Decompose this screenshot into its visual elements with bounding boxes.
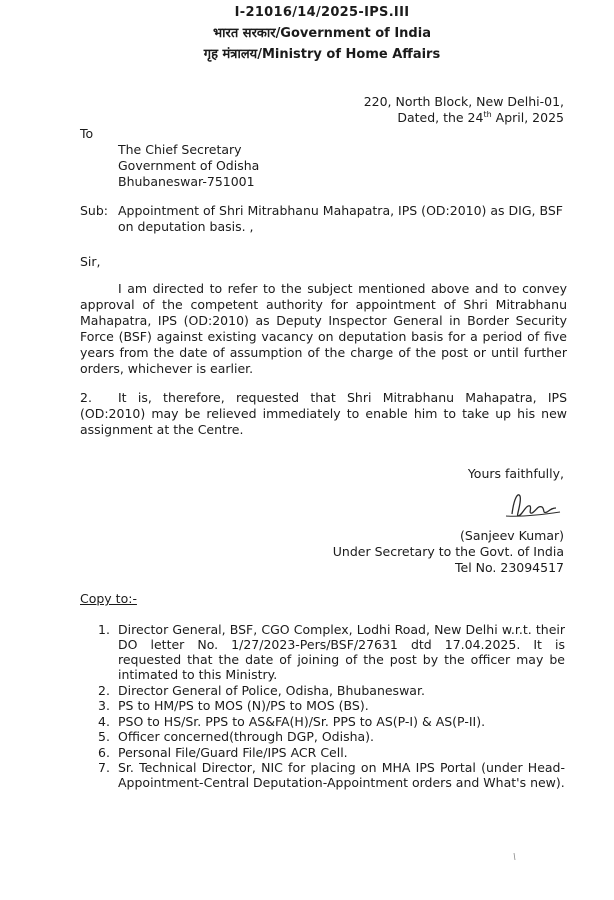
- list-item: 3. PS to HM/PS to MOS (N)/PS to MOS (BS).: [98, 698, 369, 713]
- signatory-name: (Sanjeev Kumar): [460, 528, 564, 543]
- subject-text: Appointment of Shri Mitrabhanu Mahapatra, IPS (OD:2010) as DIG, BSF on deputation basis. ,: [118, 203, 563, 234]
- subject-label: Sub:: [80, 203, 109, 218]
- recipient-line: Government of Odisha: [118, 158, 260, 173]
- signatory-tel: Tel No. 23094517: [455, 560, 564, 575]
- closing: Yours faithfully,: [467, 466, 564, 481]
- copy-to-list: [98, 622, 565, 791]
- signatory-block: [333, 528, 564, 576]
- paragraph-2-text: It is, therefore, requested that Shri Mitrabhanu Mahapatra, IPS (OD:2010) may be relieved immediately to enable him to take up his new assignment at the Centre.: [80, 390, 567, 437]
- ministry-name: गृह मंत्रालय/Ministry of Home Affairs: [203, 47, 441, 62]
- list-item: 6. Personal File/Guard File/IPS ACR Cell.: [98, 744, 348, 760]
- recipient-line: The Chief Secretary: [118, 142, 242, 157]
- copy-to-label: Copy to:-: [80, 591, 137, 606]
- file-number: I-21016/14/2025-IPS.III: [234, 5, 410, 20]
- to-label: To: [80, 126, 94, 141]
- signatory-designation: Under Secretary to the Govt. of India: [332, 544, 564, 559]
- salutation: Sir,: [80, 254, 101, 269]
- list-item: 5. Officer concerned(through DGP, Odisha).: [98, 729, 375, 744]
- signature-icon: [492, 486, 562, 522]
- list-item: 4. PSO to HS/Sr. PPS to AS&FA(H)/Sr. PPS to AS(P-I) & AS(P-II).: [98, 713, 486, 729]
- paragraph-number: 2.: [80, 390, 92, 405]
- recipient-block: [118, 142, 259, 190]
- govt-name: भारत सरकार/Government of India: [213, 26, 431, 41]
- pen-mark-icon: [512, 852, 520, 862]
- list-item: 2. Director General of Police, Odisha, Bhubaneswar.: [98, 682, 425, 698]
- list-item: 7. Sr. Technical Director, NIC for placing on MHA IPS Portal (under Head-Appointment-Central Deputation-Appointment orders and What's new).: [98, 760, 565, 790]
- letterhead: [30, 0, 614, 65]
- letter-date: Dated, the 24th April, 2025: [397, 109, 564, 125]
- sender-address: [364, 94, 564, 126]
- address-line: 220, North Block, New Delhi-01,: [363, 94, 564, 109]
- list-item: 1. Director General, BSF, CGO Complex, Lodhi Road, New Delhi w.r.t. their DO letter No. 1/27/2023-Pers/BSF/27631 dtd 17.04.2025. It is requested that the date of joining of the post by the officer may be intimated to this Ministry.: [98, 622, 565, 682]
- paragraph-2: [80, 390, 567, 438]
- paragraph-1: I am directed to refer to the subject mentioned above and to convey approval of the competent authority for appointment of Shri Mitrabhanu Mahapatra, IPS (OD:2010) as Deputy Inspector General in Border Security Force (BSF) against existing vacancy on deputation basis for a period of five years from the date of assumption of the charge of the post or until further orders, whichever is earlier.: [80, 281, 567, 376]
- recipient-line: Bhubaneswar-751001: [118, 174, 255, 189]
